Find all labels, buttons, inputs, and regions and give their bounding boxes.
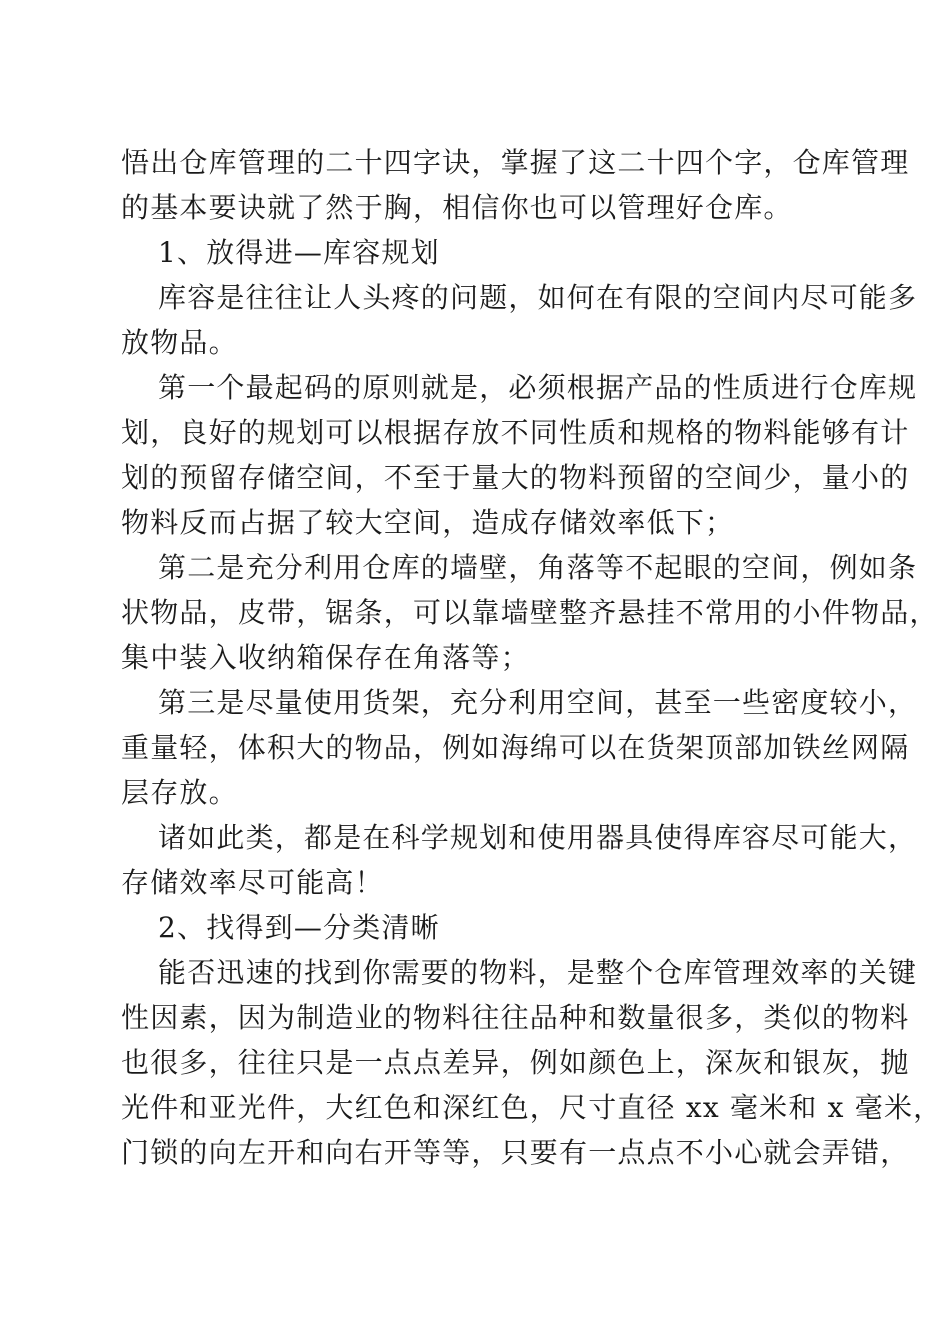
text-line-23: 门锁的向左开和向右开等等，只要有一点点不小心就会弄错， <box>121 1136 910 1169</box>
text-line-20: 性因素，因为制造业的物料往往品种和数量很多，类似的物料 <box>121 1001 910 1034</box>
text-line-22: 光件和亚光件，大红色和深红色，尺寸直径 xx 毫米和 x 毫米， <box>121 1091 943 1124</box>
text-line-5: 放物品。 <box>121 326 238 359</box>
text-line-2: 的基本要诀就了然于胸，相信你也可以管理好仓库。 <box>121 191 793 224</box>
text-line-8: 划的预留存储空间，不至于量大的物料预留的空间少，量小的 <box>121 461 910 494</box>
text-line-9: 物料反而占据了较大空间，造成存储效率低下； <box>121 506 735 539</box>
text-line-12: 集中装入收纳箱保存在角落等； <box>121 641 530 674</box>
text-line-10: 第二是充分利用仓库的墙壁，角落等不起眼的空间，例如条 <box>158 551 918 584</box>
text-line-6: 第一个最起码的原则就是，必须根据产品的性质进行仓库规 <box>158 371 918 404</box>
text-line-17: 存储效率尽可能高！ <box>121 866 384 899</box>
text-line-16: 诸如此类，都是在科学规划和使用器具使得库容尽可能大， <box>158 821 918 854</box>
text-line-7: 划，良好的规划可以根据存放不同性质和规格的物料能够有计 <box>121 416 910 449</box>
text-line-14: 重量轻，体积大的物品，例如海绵可以在货架顶部加铁丝网隔 <box>121 731 910 764</box>
text-line-11: 状物品，皮带，锯条，可以靠墙壁整齐悬挂不常用的小件物品， <box>121 596 939 629</box>
text-line-21: 也很多，往往只是一点点差异，例如颜色上，深灰和银灰，抛 <box>121 1046 910 1079</box>
text-line-19: 能否迅速的找到你需要的物料，是整个仓库管理效率的关键 <box>158 956 918 989</box>
section-heading-2: 2、找得到—分类清晰 <box>158 911 440 944</box>
text-line-4: 库容是往往让人头疼的问题，如何在有限的空间内尽可能多 <box>158 281 918 314</box>
section-heading-1: 1、放得进—库容规划 <box>158 236 440 269</box>
text-line-1: 悟出仓库管理的二十四字诀，掌握了这二十四个字，仓库管理 <box>121 146 910 179</box>
text-line-13: 第三是尽量使用货架，充分利用空间，甚至一些密度较小， <box>158 686 918 719</box>
text-line-15: 层存放。 <box>121 776 238 809</box>
